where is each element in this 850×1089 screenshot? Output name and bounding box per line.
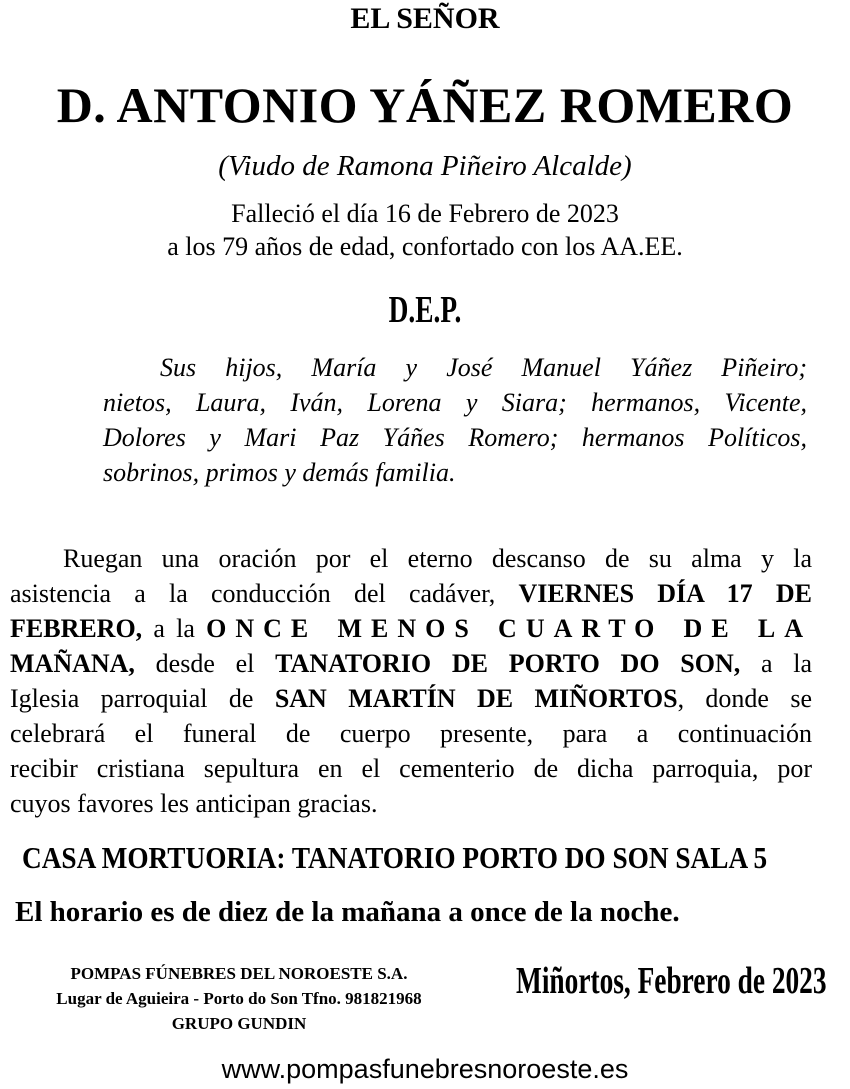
family-list [103,350,807,490]
death-date-line: Falleció el día 16 de Febrero de 2023 [231,199,619,228]
ceremony-text-fragment: Iglesia parroquial de [10,684,254,713]
ceremony-text-fragment: a la [153,614,195,643]
heading-title: EL SEÑOR [350,2,500,35]
family-line: Dolores y Mari Paz Yáñes Romero; hermanos Políticos, [103,423,807,452]
ceremony-text [10,541,812,821]
dep-mark: D.E.P. [388,289,462,331]
family-line: nietos, Laura, Iván, Lorena y Siara; hermanos, Vicente, [103,388,807,417]
ceremony-origin: TANATORIO DE PORTO DO SON, [275,649,741,678]
ceremony-line: cuyos favores les anticipan gracias. [10,789,378,818]
family-line: Sus hijos, María y José Manuel Yáñez Piñeiro; [160,353,807,382]
age-line: a los 79 años de edad, confortado con los AA.EE. [167,232,683,261]
ceremony-month: FEBRERO, [10,614,143,643]
deceased-name: D. ANTONIO YÁÑEZ ROMERO [56,77,794,133]
place-date: Miñortos, Febrero de 2023 [516,960,827,1002]
visiting-hours: El horario es de diez de la mañana a once de la noche. [15,896,680,928]
ceremony-church: SAN MARTÍN DE MIÑORTOS [274,684,678,713]
ceremony-line [10,681,812,716]
ceremony-line: Ruegan una oración por el eterno descanso de su alma y la [63,544,812,573]
ceremony-time-end: MAÑANA, [10,649,135,678]
ceremony-text-fragment: a la [761,649,813,678]
company-name: POMPAS FÚNEBRES DEL NOROESTE S.A. [70,964,408,983]
ceremony-day: VIERNES DÍA 17 DE [518,579,812,608]
ceremony-line: celebrará el funeral de cuerpo presente, para a continuación [10,719,812,748]
ceremony-text-fragment: desde el [155,649,255,678]
widow-note: (Viudo de Ramona Piñeiro Alcalde) [218,150,632,182]
company-address: Lugar de Aguieira - Porto do Son Tfno. 981821968 [56,989,422,1008]
ceremony-text-fragment: asistencia a la conducción del cadáver, [10,579,496,608]
ceremony-time: ONCE MENOS CUARTO DE LA [206,614,813,643]
ceremony-line [10,646,812,681]
ceremony-line [10,576,812,611]
company-group: GRUPO GUNDIN [171,1014,307,1033]
ceremony-text-fragment: , donde se [677,684,813,713]
mortuary-location: CASA MORTUORIA: TANATORIO PORTO DO SON SALA 5 [22,840,768,875]
ceremony-line: recibir cristiana sepultura en el cementerio de dicha parroquia, por [10,754,812,783]
website-link[interactable]: www.pompasfunebresnoroeste.es [221,1054,629,1084]
ceremony-line [10,611,812,646]
family-line: sobrinos, primos y demás familia. [103,458,456,487]
